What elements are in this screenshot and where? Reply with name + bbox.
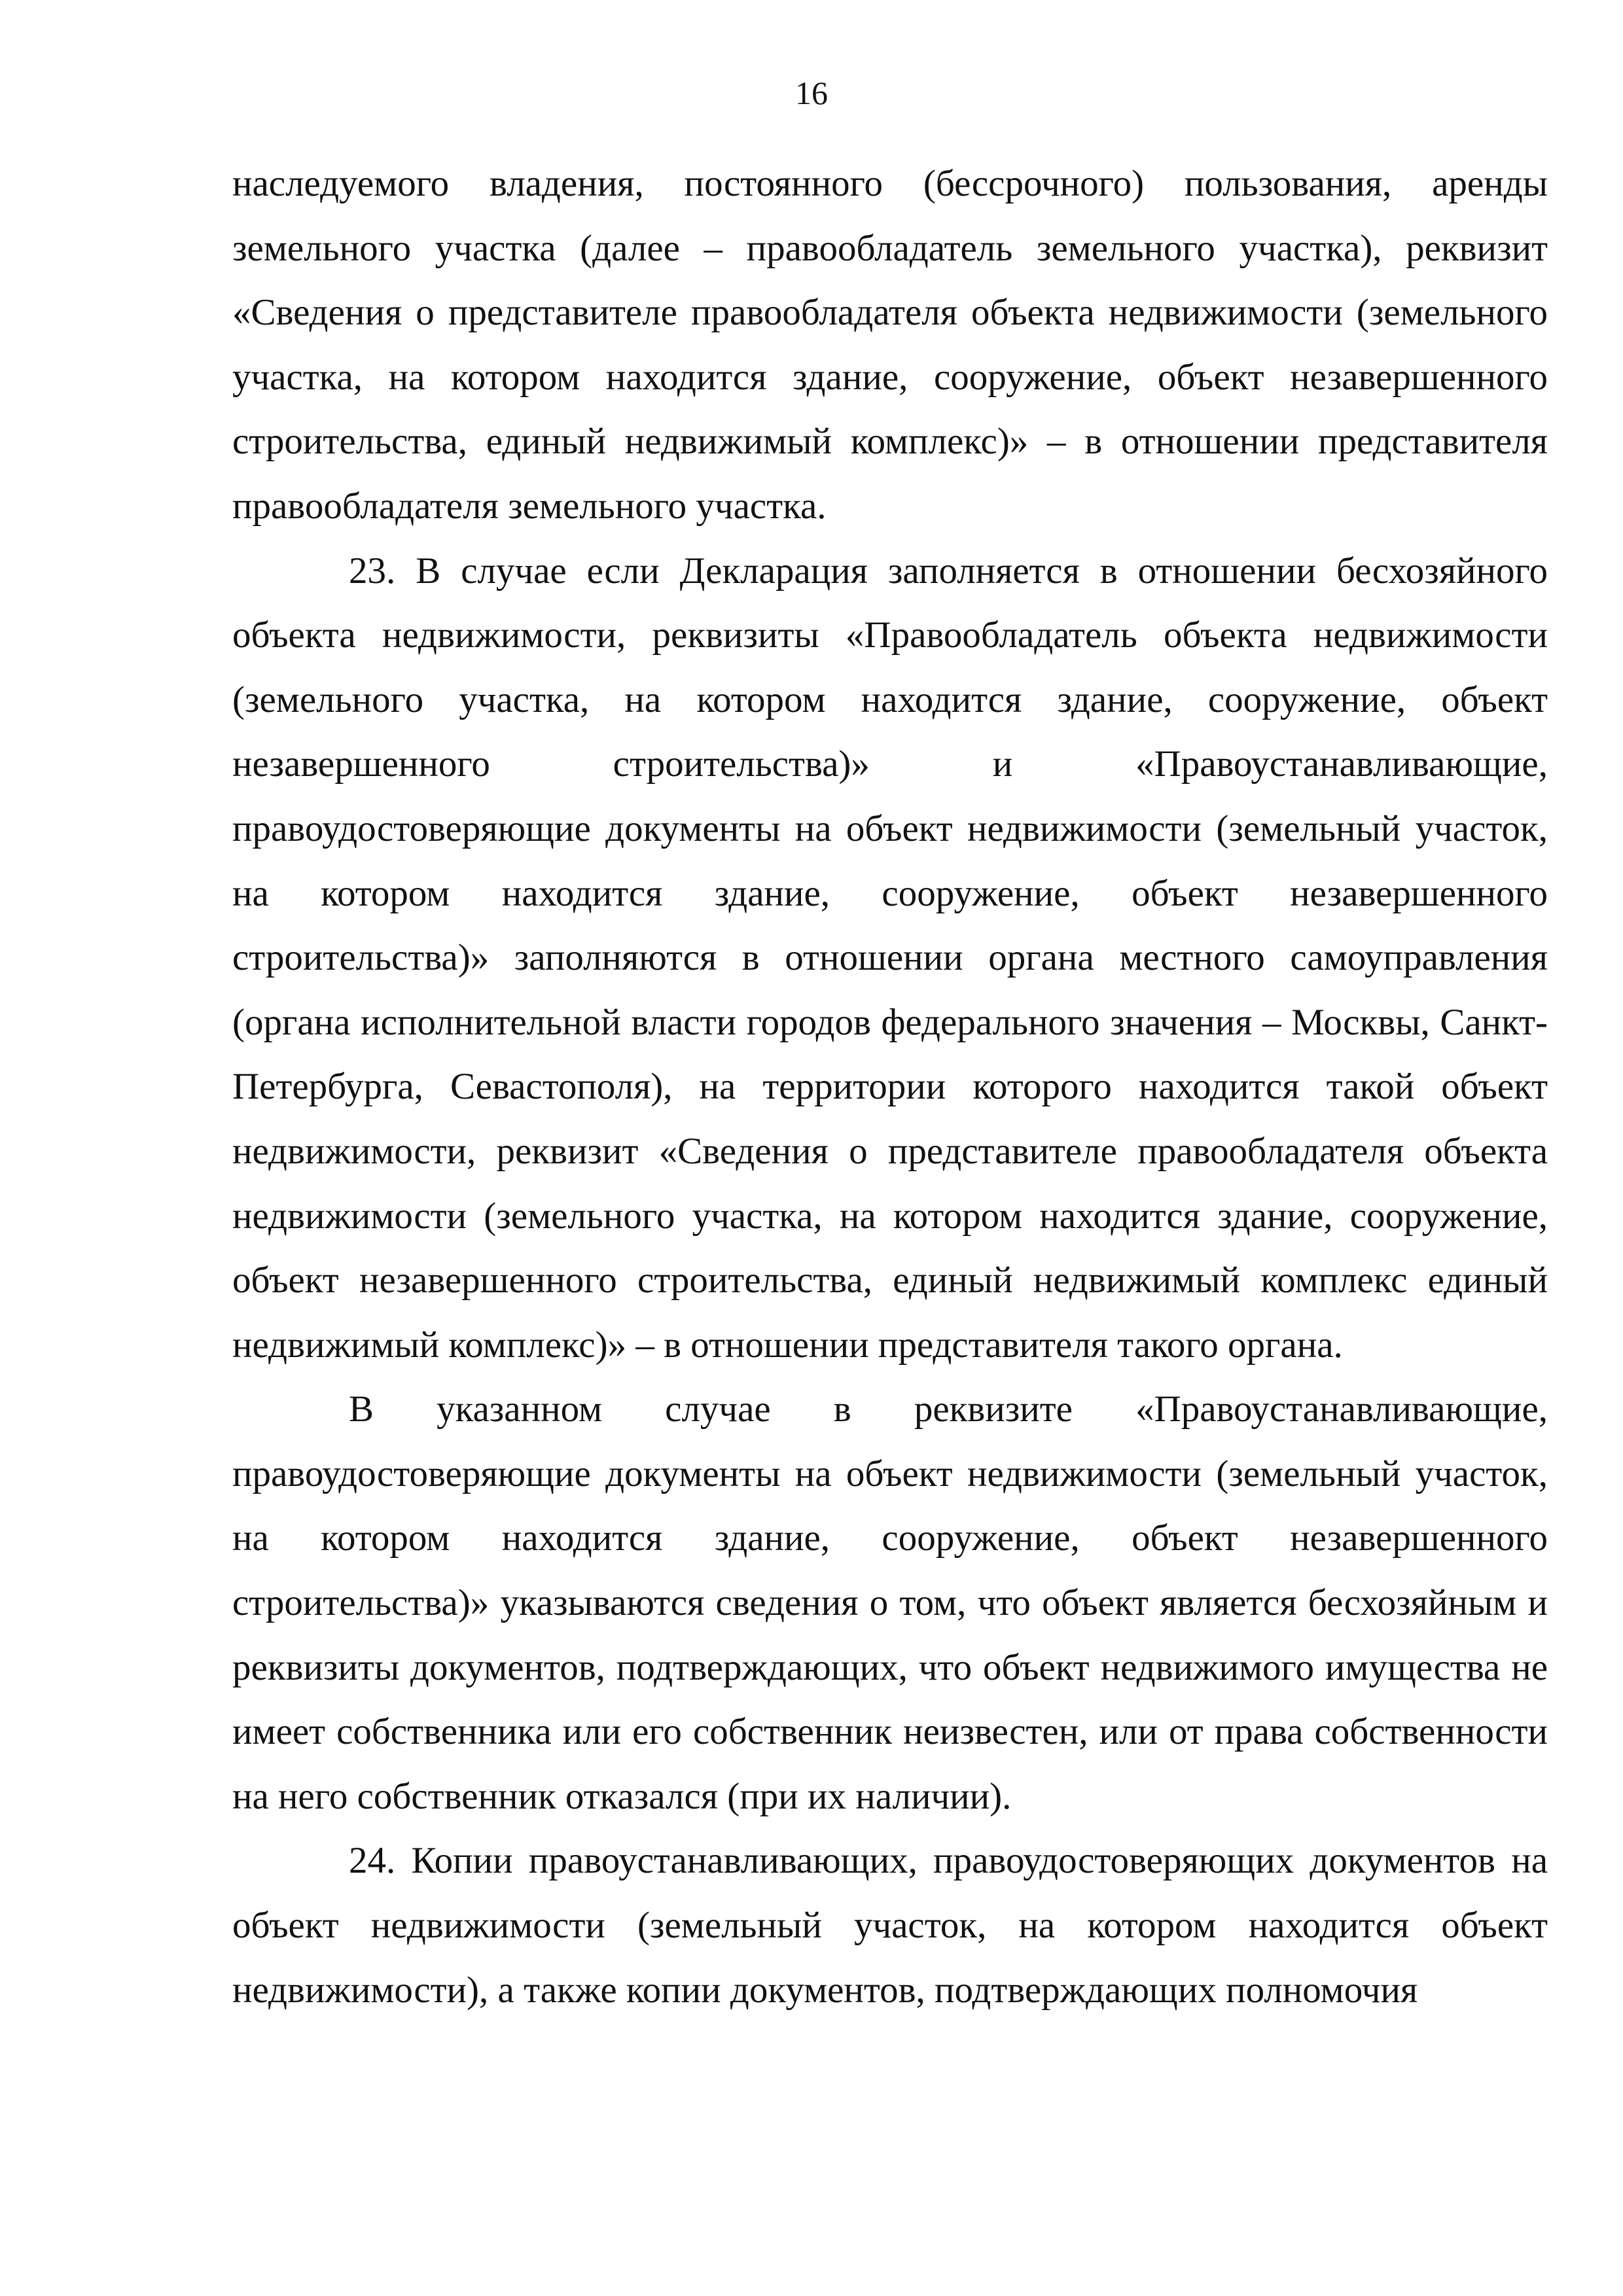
paragraph-23-continued: В указанном случае в реквизите «Правоустанавливающие, правоудостоверяющие документы на объект недвижимости (земельный участок, на котором находится здание, сооружение, объект незавершенного строительства)» указываются сведения о том, что объект является бесхозяйным и реквизиты документов, подтверждающих, что объект недвижимого имущества не имеет собственника или его собственник неизвестен, или от права собственности на него собственник отказался (при их наличии). (232, 1388, 1548, 1817)
paragraph-continuation: наследуемого владения, постоянного (бессрочного) пользования, аренды земельного участка (далее – правообладатель земельного участка), реквизит «Сведения о представителе правообладателя объекта недвижимости (земельного участка, на котором находится здание, сооружение, объект незавершенного строительства, единый недвижимый комплекс)» – в отношении представителя правообладателя земельного участка. (232, 163, 1548, 527)
paragraph-24: 24. Копии правоустанавливающих, правоудостоверяющих документов на объект недвижимости (земельный участок, на котором находится объект недвижимости), а также копии документов, подтверждающих полномочия (232, 1840, 1548, 2011)
paragraph-23: 23. В случае если Декларация заполняется в отношении бесхозяйного объекта недвижимости, реквизиты «Правообладатель объекта недвижимости (земельного участка, на котором находится здание, сооружение, объект незавершенного строительства)» и «Правоустанавливающие, правоудостоверяющие документы на объект недвижимости (земельный участок, на котором находится здание, сооружение, объект незавершенного строительства)» заполняются в отношении органа местного самоуправления (органа исполнительной власти городов федерального значения – Москвы, Санкт-Петербурга, Севастополя), на территории которого находится такой объект недвижимости, реквизит «Сведения о представителе правообладателя объекта недвижимости (земельного участка, на котором находится здание, сооружение, объект незавершенного строительства, единый недвижимый комплекс единый недвижимый комплекс)» – в отношении представителя такого органа. (232, 550, 1548, 1366)
page-number: 16 (795, 75, 828, 111)
document-body (232, 152, 1548, 2022)
